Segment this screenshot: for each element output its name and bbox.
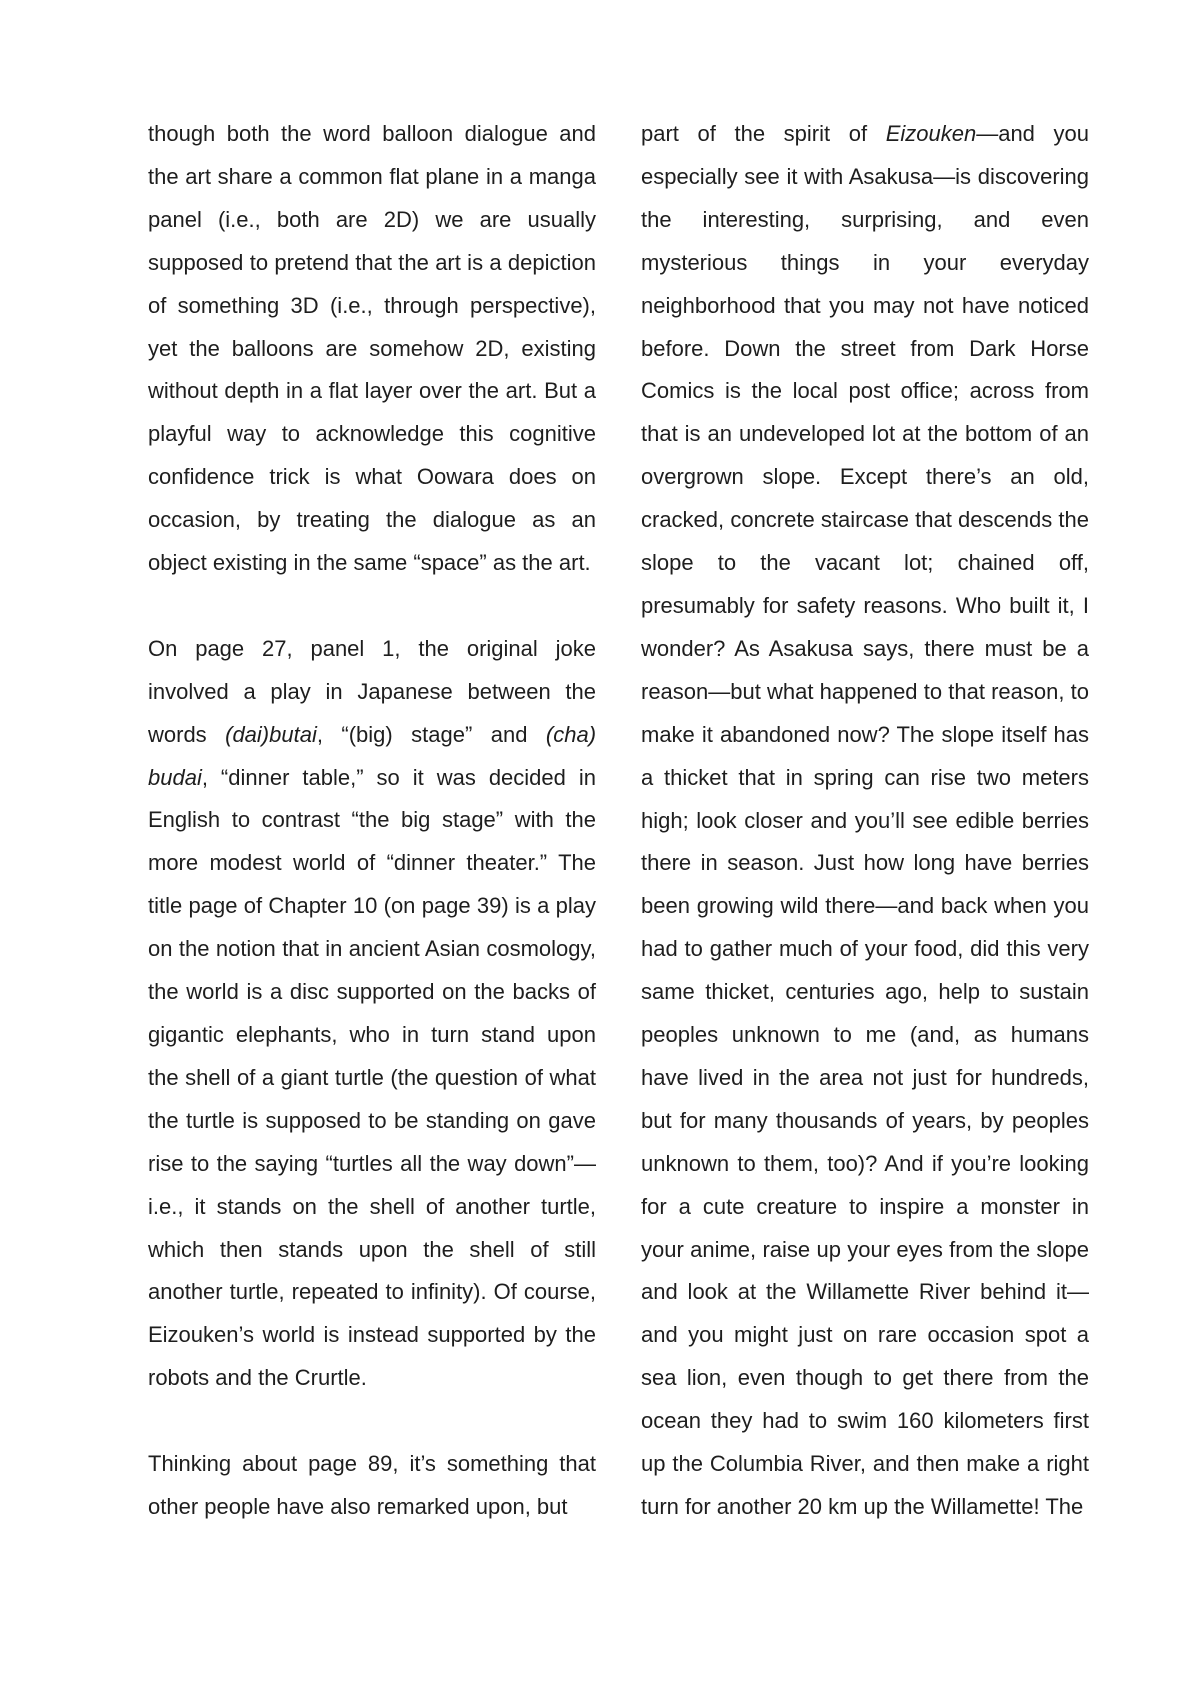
left-p2-italic-chabudai: (cha) budai (148, 721, 597, 790)
right-p1-text-2: —and you especially see it with Asakusa—is discovering the interesting, surprising, and even mysterious things in your everyday neighborhood that you may not have noticed before. Down the street from Dark Horse Comics is the local post office; across from that is an undeveloped lot at the bottom of an overgrown slope. Except there’s an old, cracked, concrete staircase that descends the slope to the vacant lot; chained off, presumably for safety reasons. Who built it, I wonder? As Asakusa says, there must be a reason—but what happened to that reason, to make it abandoned now? The slope itself has a thicket that in spring can rise two meters high; look closer and you’ll see edible berries there in season. Just how long have berries been growing wild there—and back when you had to gather much of your food, did this very same thicket, centuries ago, help to sustain peoples unknown to me (and, as humans have lived in the area not just for hundreds, but for many thousands of years, by peoples unknown to them, too)? And if you’re looking for a cute creature to inspire a monster in your anime, raise up your eyes from the slope and look at the Willamette River behind it—and you might just on rare occasion spot a sea lion, even though to get there from the ocean they had to swim 160 kilometers first up the Columbia River, and then make a right turn for another 20 km up the Willamette! The (641, 121, 1089, 1519)
left-p2-text-1: On page 27, panel 1, the original joke involved a play in Japanese between the words (148, 635, 596, 747)
left-p2-italic-daibutai: (dai)butai (225, 721, 317, 747)
left-p2-text-2: , “(big) stage” and (316, 721, 546, 747)
left-p2-text-3: , “dinner table,” so it was decided in English to contrast “the big stage” with the more modest world of “dinner theater.” The title page of Chapter 10 (on page 39) is a play on the notion that in ancient Asian cosmology, the world is a disc supported on the backs of gigantic elephants, who in turn stand upon the shell of a giant turtle (the question of what the turtle is supposed to be standing on gave rise to the saying “turtles all the way down”—i.e., it stands on the shell of another turtle, which then stands upon the shell of still another turtle, repeated to infinity). Of course, Eizouken’s world is instead supported by the robots and the Crurtle. (148, 764, 596, 1391)
right-p1-text-1: part of the spirit of (641, 121, 886, 146)
right-p1-italic-eizouken: Eizouken (885, 121, 977, 146)
left-paragraph-1: though both the word balloon dialogue and the art share a common flat plane in a manga panel (i.e., both are 2D) we are usually supposed to pretend that the art is a depiction of something 3D (i.e., through perspective), yet the balloons are somehow 2D, existing without depth in a flat layer over the art. But a playful way to acknowledge this cognitive confidence trick is what Oowara does on occasion, by treating the dialogue as an object existing in the same “space” as the art. (148, 121, 596, 576)
left-paragraph-3: Thinking about page 89, it’s something that other people have also remarked upon, but (148, 1451, 596, 1519)
right-paragraph-1 (641, 113, 1089, 1529)
right-column (641, 113, 1089, 1529)
left-paragraph-2 (148, 628, 596, 1400)
left-column (148, 113, 596, 1529)
